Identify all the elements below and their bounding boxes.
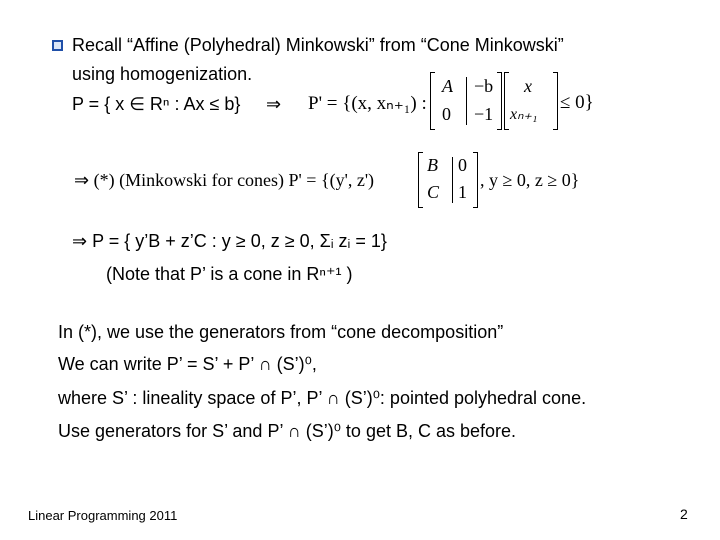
note-line: (Note that P’ is a cone in Rⁿ⁺¹ ) — [106, 264, 353, 284]
eq2-matrix-b: B — [427, 155, 438, 175]
para-line-4: Use generators for S’ and P’ ∩ (S’)⁰ to get B, C as before. — [58, 421, 517, 441]
eq1-vector-xn1: xₙ₊₁ — [510, 106, 538, 123]
footer-course-title: Linear Programming 2011 — [28, 508, 178, 523]
implies-arrow: ⇒ — [266, 94, 282, 114]
eq1-vector — [504, 72, 558, 130]
bullet-icon — [52, 40, 63, 51]
result-line: ⇒ P = { y’B + z’C : y ≥ 0, z ≥ 0, Σᵢ zᵢ = 1} — [72, 231, 387, 251]
para-line-1: In (*), we use the generators from “cone decomposition” — [58, 322, 504, 342]
bullet-line-1: Recall “Affine (Polyhedral) Minkowski” from “Cone Minkowski” — [72, 35, 564, 55]
eq2-matrix — [418, 152, 478, 208]
eq1-rhs: ≤ 0} — [560, 92, 594, 113]
eq1-vector-x: x — [524, 76, 532, 96]
eq1-matrix-zero: 0 — [442, 104, 451, 124]
eq1-matrix-minus-one: −1 — [474, 104, 494, 124]
para-line-2: We can write P’ = S’ + P’ ∩ (S’)⁰, — [58, 354, 317, 374]
eq2-lead: ⇒ (*) (Minkowski for cones) P' = {(y', z') — [74, 170, 375, 190]
eq1-matrix-a: A — [442, 76, 453, 96]
eq1-matrix-minus-b: −b — [474, 76, 494, 96]
eq2-matrix-one: 1 — [458, 182, 467, 202]
bullet-line-2: using homogenization. — [72, 64, 253, 84]
page-number: 2 — [680, 506, 688, 522]
para-line-3: where S’ : lineality space of P’, P’ ∩ (S’)⁰: pointed polyhedral cone. — [58, 388, 587, 408]
polyhedron-definition: P = { x ∈ Rⁿ : Ax ≤ b} — [72, 94, 241, 114]
eq2-rhs: , y ≥ 0, z ≥ 0} — [480, 170, 580, 190]
eq1-lhs: P' = {(x, xₙ₊₁) : — [308, 93, 427, 114]
eq2-matrix-c: C — [427, 182, 440, 202]
eq2-matrix-zero: 0 — [458, 155, 467, 175]
